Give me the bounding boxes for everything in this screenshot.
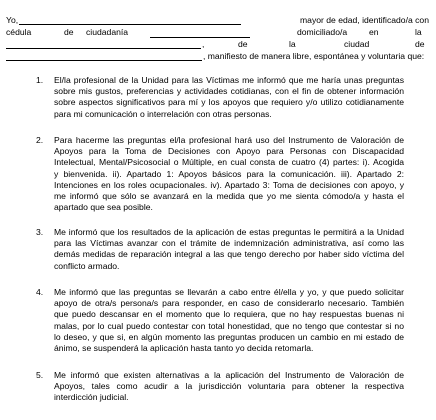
header-domiciliado: domiciliado/a: [297, 27, 348, 37]
header-la: la: [415, 27, 422, 37]
item-1-line: para mi comunicación o interrelación con otras personas.: [54, 108, 272, 119]
city-field-blank[interactable]: [6, 60, 202, 61]
item-1-line: sobre mis gustos, preferencias y actividades cotidianas, con el fin de obtener información: [54, 86, 404, 97]
item-4-line: que puedo descansar en el momento que lo requiera, que no hay respuestas buenas ni: [54, 309, 404, 320]
item-2-line: me informó que sólo se avanzará en la medida que yo me sienta cómodo/a y hasta el: [54, 191, 404, 202]
item-4-line: lo deseo, y que si, en algún momento las preguntas producen un cambio en mi estado de: [54, 331, 404, 342]
item-2-number: 2.: [36, 135, 44, 145]
item-2-line: y bienvenida. ii). Apartado 1: Apoyos básicos para la comunicación. iii). Apartado 2:: [54, 168, 404, 179]
item-3-line: Me informó que los resultados de la aplicación de estas preguntas le permitirá a la Unidad: [54, 227, 404, 237]
item-5-line: Me informó que existen alternativas a la aplicación del Instrumento de Valoración de: [54, 370, 404, 380]
header-de: de: [64, 27, 74, 37]
item-2-line: apartado que sea posible.: [54, 202, 153, 213]
item-5-number: 5.: [36, 370, 44, 380]
item-1-line: sobre aspectos significativos para mí y los apoyos que requiero y/o utilizo cotidianamente: [54, 97, 404, 108]
item-5-line: interdicción judicial.: [54, 392, 129, 403]
item-1-number: 1.: [36, 75, 44, 85]
header-de-3: de: [415, 39, 425, 49]
item-2-line: Apoyos para la Toma de Decisiones con Apoyo para Personas con Discapacidad: [54, 146, 404, 157]
header-en: en: [369, 27, 379, 37]
item-4-line: ánimo, se suspenderá la aplicación hasta tanto yo decida retomarla.: [54, 343, 314, 354]
item-4-line: malas, por lo cual puedo contestar con total honestidad, que no tengo que contestar si no: [54, 320, 404, 331]
item-4-number: 4.: [36, 287, 44, 297]
id-number-field-blank[interactable]: [150, 37, 250, 38]
item-5-line: Apoyos, tales como acudir a la jurisdicción voluntaria para obtener la respectiva: [54, 381, 404, 392]
item-2-line: Intelectual, Mental/Psicosocial o Múltiple, en cual consta de cuatro (4) partes: i). Acogida: [54, 157, 404, 168]
item-4-line: apoyo de otra/s persona/s para responder, en caso de considerarlo necesario. También: [54, 298, 404, 309]
item-3-line: conflicto armado.: [54, 260, 120, 271]
item-5-text: [54, 370, 404, 404]
item-3-number: 3.: [36, 227, 44, 237]
item-3-text: [54, 227, 404, 272]
item-2-line: Intenciones en los roles ocupacionales. iv). Apartado 3: Toma de decisiones con apoyo, y: [54, 179, 404, 190]
item-4-line: Me informó que las preguntas se llevarán a cabo entre él/ella y yo, y que puedo solicitar: [54, 287, 404, 297]
header-manifest-text: , manifiesto de manera libre, espontánea y voluntaria que:: [203, 51, 425, 61]
name-field-blank[interactable]: [19, 24, 241, 25]
item-4-text: [54, 287, 404, 354]
header-line1-rest: mayor de edad, identificado/a con: [300, 15, 429, 25]
item-1-text: [54, 75, 404, 120]
header-comma: ,: [202, 39, 205, 49]
item-3-line: demás medidas de reparación integral a las que tengo derecho por haber sido víctima del: [54, 249, 404, 260]
item-1-line: El/la profesional de la Unidad para las Víctimas me informó que me haría unas preguntas: [54, 75, 404, 85]
header-la-2: la: [289, 39, 296, 49]
item-2-text: [54, 135, 404, 213]
header-cedula: cédula: [6, 27, 32, 37]
header-ciudad: ciudad: [344, 39, 370, 49]
header-yo: Yo,: [6, 15, 19, 25]
item-3-line: para las Víctimas avanzar con el trámite de indemnización administrativa, así como las: [54, 238, 404, 249]
header-de-2: de: [238, 39, 248, 49]
address-field-blank[interactable]: [6, 48, 201, 49]
header-ciudadania: ciudadanía: [86, 27, 129, 37]
item-2-line: Para hacerme las preguntas el/la profesional hará uso del Instrumento de Valoración de: [54, 135, 404, 145]
